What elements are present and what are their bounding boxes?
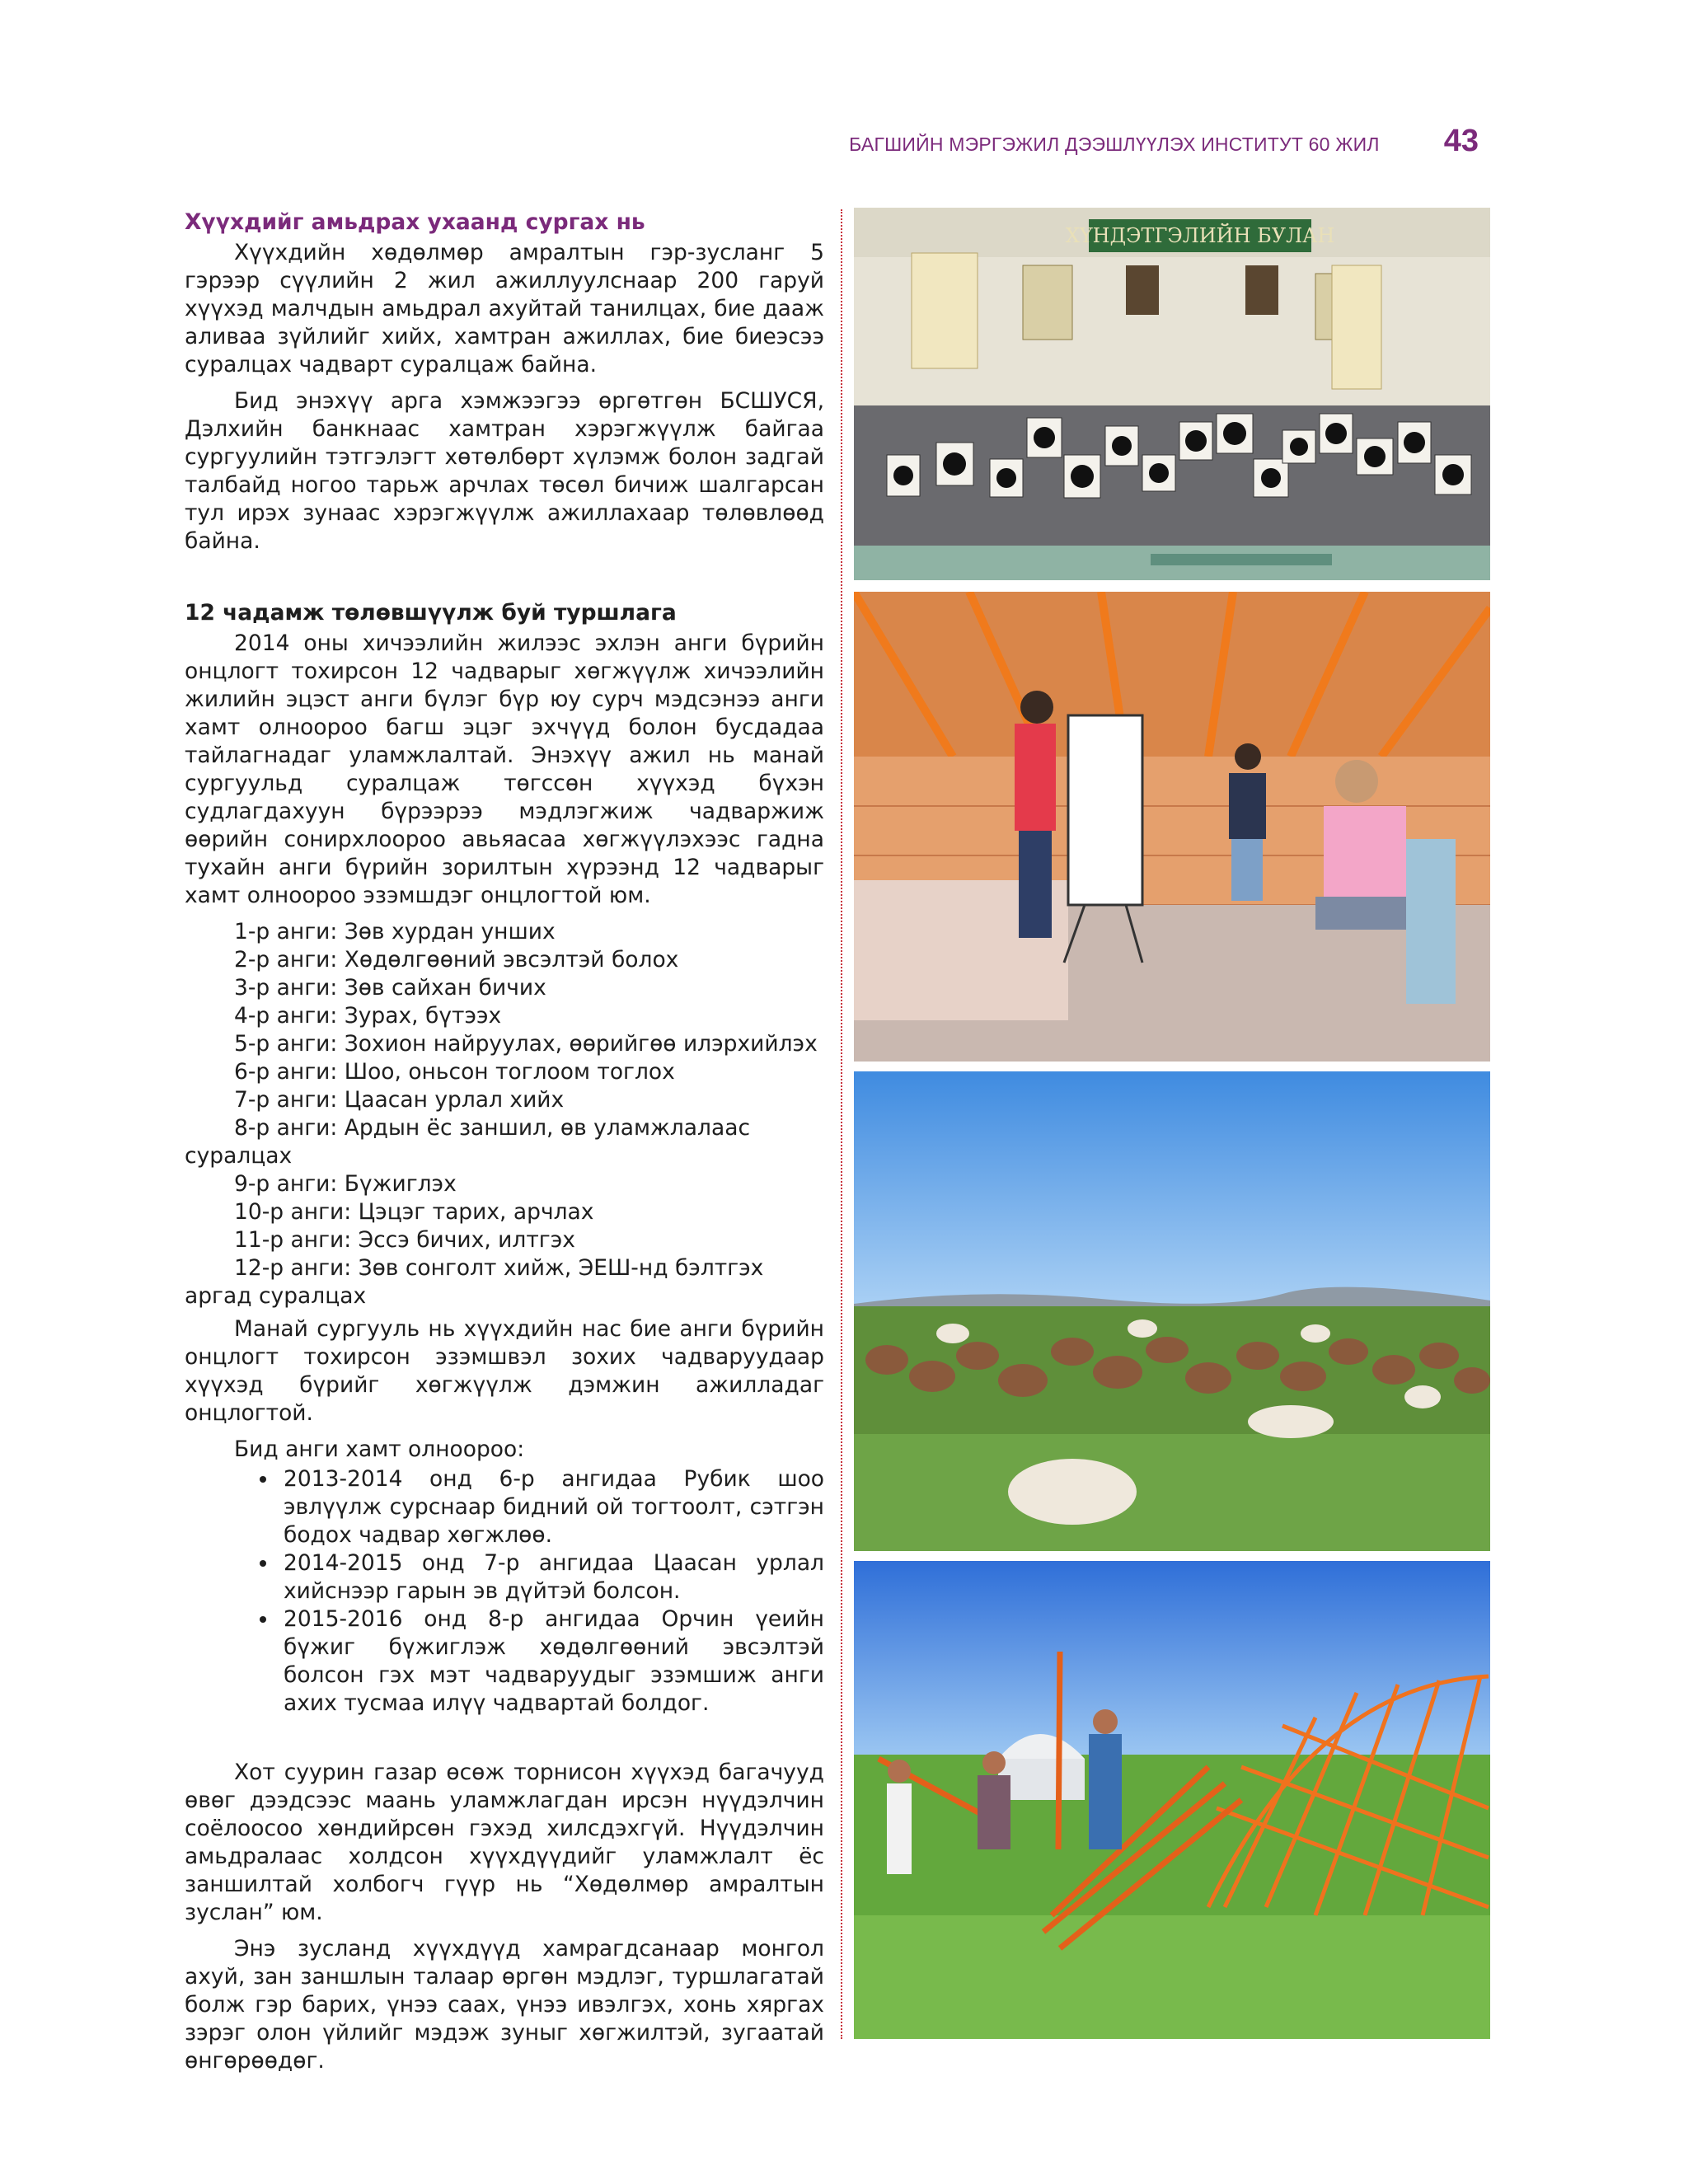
list-item: 6-р анги: Шоо, оньсон тоглоом тоглох (234, 1059, 675, 1085)
list-item: • 2015-2016 онд 8-р ангидаа Орчин үеийн бүжиг бүжиглэж хөдөлгөөний эвсэлтэй болсон гэх мэт чадваруудыг эзэмшиж анги ахих тусмаа илүү чадвартай болдог. (279, 1605, 824, 1718)
header-title: БАГШИЙН МЭРГЭЖИЛ ДЭЭШЛҮҮЛЭХ ИНСТИТУТ 60 ЖИЛ (849, 134, 1380, 155)
paragraph: Хүүхдийн хөдөлмөр амралтын гэр-зусланг 5 гэрээр сүүлийн 2 жил ажиллуулснаар 200 гаруй хүүхэд малчдын амьдрал ахуйтай танилцах, бие дааж аливаа зүйлийг хийх, хамтран ажиллах, бие биеэсээ суралцах чадварт суралцаж байна. (185, 240, 824, 377)
list-item: 9-р анги: Бүжиглэх (234, 1171, 457, 1197)
list-item: 11-р анги: Эссэ бичих, илтгэх (234, 1227, 575, 1253)
section-title-12-skills: 12 чадамж төлөвшүүлж буй туршлага (185, 600, 677, 626)
grade-list (185, 918, 824, 1310)
paragraph: 2014 оны хичээлийн жилээс эхлэн анги бүрийн онцлогт тохирсон 12 чадварыг хөгжүүлж хичээлийн жилийн эцэст анги бүлэг бүр юу сурч мэдсэнээ анги хамт олноороо багш эцэг эхчүүд болон бусдадаа тайлагнадаг уламжлалтай. Энэхүү ажил нь манай сургуульд суралцаж төгссөн хүүхэд бүхэн судлагдахуун бүрээрээ мэдлэгжиж чадваржиж өөрийн сонирхлоороо авьяасаа хөгжүүлэхээс гадна тухайн анги бүрийн зорилтын хүрээнд 12 чадварыг хамт олноороо эзэмшдэг онцлогтой юм. (185, 630, 824, 908)
classroom-photo (854, 208, 1490, 580)
classroom-banner-text: ХҮНДЭТГЭЛИЙН БУЛАН (1065, 224, 1335, 247)
list-item: 12-р анги: Зөв сонголт хийж, ЭЕШ-нд бэлтгэх аргад суралцах (185, 1255, 764, 1309)
list-item: • 2013-2014 онд 6-р ангидаа Рубик шоо эвлүүлж сурснаар бидний ой тогтоолт, сэтгэн бодох чадвар хөгжлөө. (279, 1465, 824, 1549)
list-item: • 2014-2015 онд 7-р ангидаа Цаасан урлал хийснээр гарын эв дүйтэй болсон. (279, 1549, 824, 1605)
column-divider (841, 209, 842, 2039)
list-item: 3-р анги: Зөв сайхан бичих (234, 975, 546, 1001)
text-column (185, 208, 824, 2083)
list-item: 4-р анги: Зурах, бүтээх (234, 1003, 502, 1029)
ger-building-photo (854, 1561, 1490, 2039)
sheep-steppe-photo (854, 1071, 1490, 1551)
paragraph: Хот суурин газар өсөж торнисон хүүхэд багачууд өвөг дээдсээс маань уламжлагдан ирсэн нүүдэлчин соёлоосоо хөндийрсөн гэхэд хилсдэхгүй. Нүүдэлчин амьдралаас холдсон хүүхдүүдийг уламжлалт ёс заншилтай холбогч гүүр нь “Хөдөлмөр амралтын зуслан” юм. (185, 1760, 824, 1925)
section-title-life-skills: Хүүхдийг амьдрах ухаанд сургах нь (185, 209, 645, 235)
list-item: 1-р анги: Зөв хурдан унших (234, 919, 556, 944)
list-item: 2-р анги: Хөдөлгөөний эвсэлтэй болох (234, 947, 679, 972)
bullet-list (185, 1465, 824, 1718)
list-item: 8-р анги: Ардын ёс заншил, өв уламжлалаас суралцах (185, 1115, 751, 1169)
page-number: 43 (1443, 124, 1479, 158)
list-item: 5-р анги: Зохион найруулах, өөрийгөө илэрхийлэх (234, 1031, 818, 1057)
paragraph: Бид энэхүү арга хэмжээгээ өргөтгөн БСШУСЯ, Дэлхийн банкнаас хамтран хэрэгжүүлж байгаа сургуулийн тэтгэлэгт хөтөлбөрт хүлэмж болон задгай талбайд ногоо тарьж арчлах төсөл бичиж шалгарсан тул ирэх зунаас хэрэгжүүлж ажиллахаар төлөвлөөд байна. (185, 388, 824, 554)
bullets-intro: Бид анги хамт олноороо: (234, 1436, 525, 1462)
list-item: 10-р анги: Цэцэг тарих, арчлах (234, 1199, 594, 1225)
paragraph: Энэ зусланд хүүхдүүд хамрагдсанаар монгол ахуй, зан заншлын талаар өргөн мэдлэг, туршлагатай болж гэр барих, үнээ саах, үнээ ивэлгэх, хонь хяргах зэрэг олон үйлийг мэдэж зуныг хөгжилтэй, зугаатай өнгөрөөдөг. (185, 1936, 824, 2074)
paragraph: Манай сургууль нь хүүхдийн нас бие анги бүрийн онцлогт тохирсон эзэмшвэл зохих чадваруудаар хүүхэд бүрийг хөгжүүлж дэмжин ажилладаг онцлогтой. (185, 1316, 824, 1426)
ger-interior-photo (854, 592, 1490, 1062)
list-item: 7-р анги: Цаасан урлал хийх (234, 1087, 565, 1113)
running-header (849, 124, 1479, 159)
